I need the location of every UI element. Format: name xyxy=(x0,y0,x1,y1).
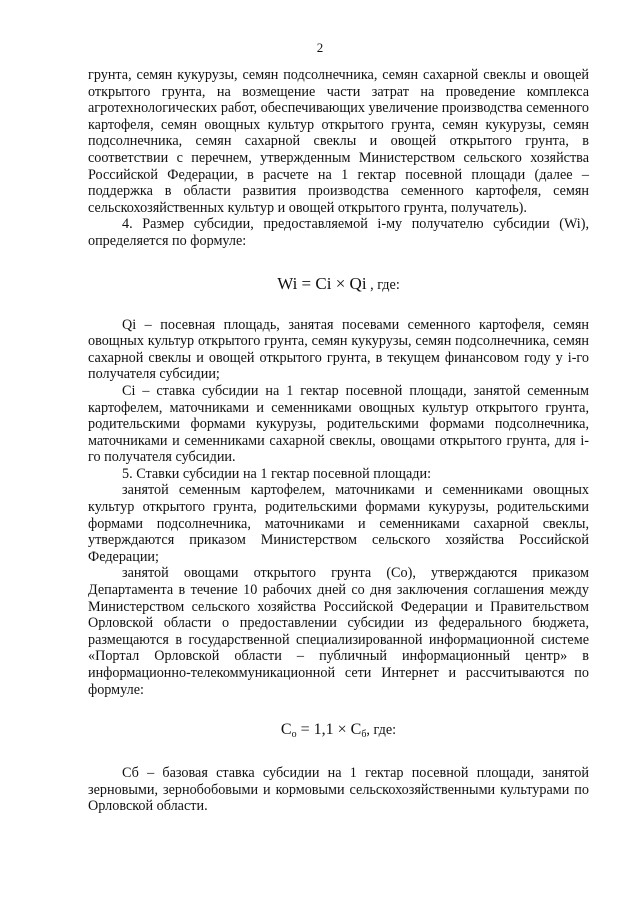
paragraph-qi-definition: Qi – посевная площадь, занятая посевами семенного картофеля, семян овощных культур открытого грунта, семян кукурузы, семян подсолнечника, семян сахарной свеклы и овощей открытого грунта, в текущем финансовом году у i-го получателя субсидии; xyxy=(88,316,589,383)
formula-co xyxy=(88,720,589,740)
formula-co-middle: = 1,1 × C xyxy=(296,721,362,739)
formula-cb-subscript: б xyxy=(361,729,367,741)
formula-wi-tail: , где: xyxy=(366,276,400,293)
paragraph-item-4: 4. Размер субсидии, предоставляемой i-му получателю субсидии (Wi), определяется по формуле: xyxy=(88,216,589,249)
paragraph-continuation: грунта, семян кукурузы, семян подсолнечника, семян сахарной свеклы и овощей открытого грунта, на возмещение части затрат на проведение комплекса агротехнологических работ, обеспечивающих увеличение производства семенного картофеля, семян овощных культур открытого грунта, семян кукурузы, семян подсолнечника, семян сахарной свеклы и овощей открытого грунта, в соответствии с перечнем, утвержденным Министерством сельского хозяйства Российской Федерации, в расчете на 1 гектар посевной площади (далее – поддержка в области развития производства семенного картофеля, семян сельскохозяйственных культур и овощей открытого грунта, получатель). xyxy=(88,67,589,216)
formula-wi-expression: Wi = Ci × Qi xyxy=(277,273,367,293)
paragraph-vegetable-rates: занятой овощами открытого грунта (Со), утверждаются приказом Департамента в течение 10 рабочих дней со дня заключения соглашения между Министерством сельского хозяйства Российской Федерации и Правительством Орловской области о предоставлении субсидии из федерального бюджета, размещаются в государственной специализированной информационной системе «Портал Орловской области – публичный информационный центр» в информационно-телекоммуникационной сети Интернет и рассчитываются по формуле: xyxy=(88,565,589,698)
page-number: 2 xyxy=(316,40,324,55)
paragraph-ci-definition: Ci – ставка субсидии на 1 гектар посевной площади, занятой семенным картофелем, маточниками и семенниками овощных культур открытого грунта, родительскими формами кукурузы, родительскими формами подсолнечника, маточниками и семенниками сахарной свеклы, овощами открытого грунта, для i-го получателя субсидии. xyxy=(88,382,589,466)
paragraph-item-5: 5. Ставки субсидии на 1 гектар посевной площади: xyxy=(122,465,432,482)
formula-co-tail: , где: xyxy=(366,722,397,739)
formula-wi xyxy=(88,274,589,295)
document-body xyxy=(88,67,589,815)
formula-co-c: C xyxy=(280,721,292,739)
paragraph-sb-definition: Сб – базовая ставка субсидии на 1 гектар посевной площади, занятой зерновыми, зернобобовыми и кормовыми сельскохозяйственными культурами по Орловской области. xyxy=(88,765,589,815)
formula-co-subscript: о xyxy=(291,729,297,741)
paragraph-seed-rates: занятой семенным картофелем, маточниками и семенниками овощных культур открытого грунта, родительскими формами кукурузы, родительскими формами подсолнечника, маточниками и семенниками сахарной свеклы, утверждаются приказом Министерством сельского хозяйства Российской Федерации; xyxy=(88,482,589,565)
